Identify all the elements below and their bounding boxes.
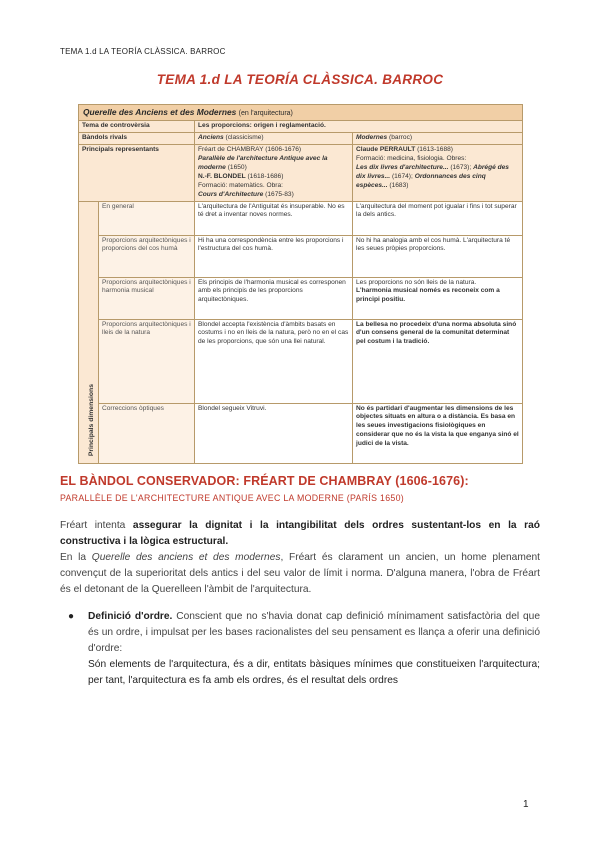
table-row bbox=[79, 201, 523, 235]
table-row bbox=[79, 235, 523, 277]
dimension-label: Proporcions arquitectòniques i lleis de la natura bbox=[99, 319, 195, 403]
table-row-bandols bbox=[79, 133, 523, 145]
row-label: Bàndols rivals bbox=[79, 133, 195, 145]
bullet-dot-icon: ● bbox=[68, 611, 75, 622]
dimension-label: En general bbox=[99, 201, 195, 235]
querelle-table bbox=[78, 104, 523, 464]
dimension-modernes: No és partidari d'augmentar les dimensions de les objectes situats en altura o a distància. Es basa en les seues investigacions fisiològiques en considerar que no és la vista la que enganya sinó el judici de la vista. bbox=[353, 403, 523, 463]
representants-anciens: Fréart de CHAMBRAY (1606-1676) Parallèle de l'architecture Antique avec la moderne (1650) N.-F. BLONDEL (1618-1686) Formació: matemàtics. Obra: Cours d'Architecture (1675-83) bbox=[195, 145, 353, 201]
dimensions-label-cell bbox=[79, 201, 99, 463]
bullet-term: Definició d'ordre. bbox=[88, 611, 173, 622]
running-header: TEMA 1.d LA TEORÍA CLÀSSICA. BARROC bbox=[60, 47, 226, 56]
row-label: Tema de controvèrsia bbox=[79, 121, 195, 133]
bandol-anciens: Anciens (classicisme) bbox=[195, 133, 353, 145]
bullet-text: Conscient que no s'havia donat cap definició mínimament satisfactòria del que és un ordre, i impulsat per les bases racionalistes del seu pensament es llança a oferir una definició d'ordre: bbox=[88, 611, 540, 654]
table-caption-note: (en l'arquitectura) bbox=[238, 110, 293, 117]
section-subheading: PARALLÈLE DE L'ARCHITECTURE ANTIQUE AVEC LA MODERNE (PARÍS 1650) bbox=[60, 493, 405, 503]
table-row-tema bbox=[79, 121, 523, 133]
page-number: 1 bbox=[523, 799, 529, 810]
table-caption: Querelle des Anciens et des Modernes bbox=[83, 107, 237, 117]
representants-modernes: Claude PERRAULT (1613-1688) Formació: medicina, fisiologia. Obres: Les dix livres d'architecture... (1673); Abrégé des dix livres... (1674); Ordonnances des cinq espèces... (1683) bbox=[353, 145, 523, 201]
paragraph-1: Fréart intenta assegurar la dignitat i la intangibilitat dels ordres sustentant-los en la raó constructiva i la lògica estructural. bbox=[60, 520, 540, 547]
row-value: Les proporcions: origen i reglamentació. bbox=[195, 121, 523, 133]
dimension-modernes: Les proporcions no són lleis de la natura. L'harmonia musical només es reconeix com a principi positiu. bbox=[353, 277, 523, 319]
table-row bbox=[79, 403, 523, 463]
dimension-label: Proporcions arquitectòniques i harmonia musical bbox=[99, 277, 195, 319]
section-heading: EL BÀNDOL CONSERVADOR: FRÉART DE CHAMBRAY (1606-1676): bbox=[60, 474, 469, 488]
bullet-item-definicio bbox=[68, 609, 540, 689]
dimension-anciens: L'arquitectura de l'Antiguitat és insuperable. No es té dret a inventar noves normes. bbox=[195, 201, 353, 235]
dimension-modernes: L'arquitectura del moment pot igualar i fins i tot superar la dels antics. bbox=[353, 201, 523, 235]
page-title: TEMA 1.d LA TEORÍA CLÀSSICA. BARROC bbox=[156, 72, 444, 87]
dimension-anciens: Blondel accepta l'existència d'àmbits basats en costums i no en lleis de la natura, però no en el cas de les proporcions, que són una llei natural. bbox=[195, 319, 353, 403]
dimension-anciens: Blondel segueix Vitruvi. bbox=[195, 403, 353, 463]
bullet-definition: Són elements de l'arquitectura, és a dir, entitats bàsiques mínimes que constitueixen l'arquitectura; per tant, l'arquitectura es fa amb els ordres, és el resultat dels ordres bbox=[88, 659, 540, 686]
table-row-representants bbox=[79, 145, 523, 201]
dimension-modernes: No hi ha analogia amb el cos humà. L'arquitectura té les seues pròpies proporcions. bbox=[353, 235, 523, 277]
dimension-label: Proporcions arquitectòniques i proporcions del cos humà bbox=[99, 235, 195, 277]
table-row bbox=[79, 277, 523, 319]
dimension-modernes: La bellesa no procedeix d'una norma absoluta sinó d'un consens general de la comunitat determinat pel costum i la tradició. bbox=[353, 319, 523, 403]
table-row bbox=[79, 319, 523, 403]
row-label: Principals representants bbox=[79, 145, 195, 201]
dimension-label: Correccions òptiques bbox=[99, 403, 195, 463]
dimension-anciens: Els principis de l'harmonia musical es corresponen amb els principis de les proporcions arquitectòniques. bbox=[195, 277, 353, 319]
dimensions-label: Principals dimensions bbox=[87, 384, 95, 457]
dimension-anciens: Hi ha una correspondència entre les proporcions i l'estructura del cos humà. bbox=[195, 235, 353, 277]
table-caption-row bbox=[79, 105, 523, 121]
bandol-modernes: Modernes (barroc) bbox=[353, 133, 523, 145]
paragraph-2: En la Querelle des anciens et des modernes, Fréart és clarament un ancien, un home plenament convençut de la superioritat dels antics i del seu valor de límit i norma. D'alguna manera, l'obra de Fréart és el detonant de la Querelleen l'àmbit de l'arquitectura. bbox=[60, 552, 540, 595]
